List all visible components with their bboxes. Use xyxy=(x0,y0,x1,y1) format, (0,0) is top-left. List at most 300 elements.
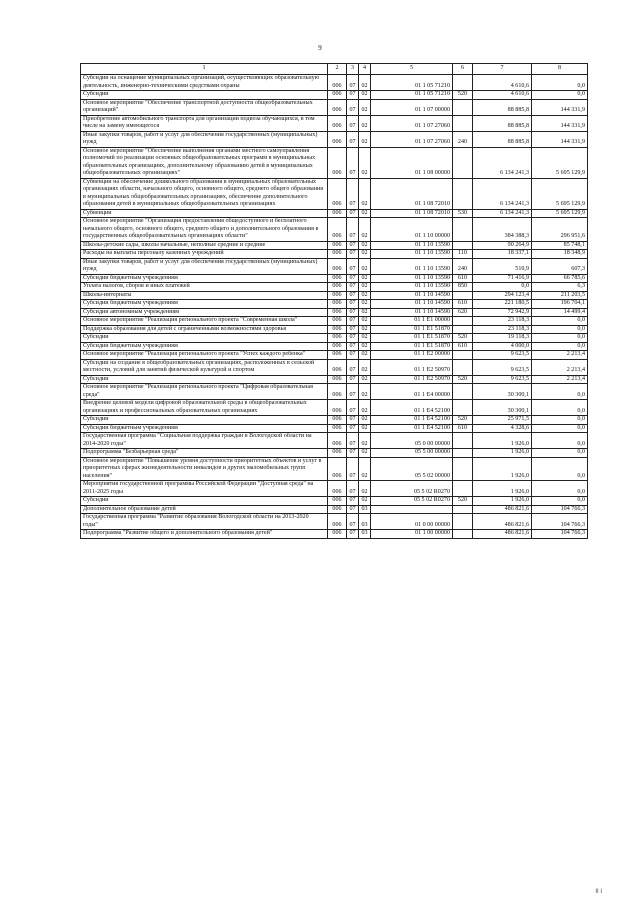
row-target-article: 01 1 08 72010 xyxy=(371,209,453,218)
row-section-code: 07 xyxy=(347,209,359,218)
row-target-article: 01 1 08 00000 xyxy=(371,147,453,178)
row-target-article: 01 1 E4 00000 xyxy=(371,384,453,400)
table-row xyxy=(81,291,588,300)
row-amount-2: 0,0 xyxy=(532,400,588,416)
table-row xyxy=(81,497,588,506)
row-expense-type xyxy=(453,325,473,334)
row-amount-2: 0,0 xyxy=(532,317,588,326)
row-admin-code: 006 xyxy=(328,497,347,506)
row-amount-1: 9 623,5 xyxy=(473,359,532,375)
row-subsection-code: 02 xyxy=(359,241,371,250)
row-name: Расходы на выплаты персоналу казенных учреждений xyxy=(81,250,328,259)
row-admin-code: 006 xyxy=(328,291,347,300)
row-target-article: 01 1 10 13590 xyxy=(371,241,453,250)
row-subsection-code: 02 xyxy=(359,351,371,360)
row-name: Основное мероприятие "Реализация регионального проекта "Современная школа" xyxy=(81,317,328,326)
row-section-code: 07 xyxy=(347,115,359,131)
row-section-code: 07 xyxy=(347,416,359,425)
table-row xyxy=(81,308,588,317)
row-amount-2: 104 766,3 xyxy=(532,514,588,530)
row-admin-code: 006 xyxy=(328,375,347,384)
row-target-article: 01 1 07 27060 xyxy=(371,115,453,131)
table-row xyxy=(81,514,588,530)
row-amount-2: 0,0 xyxy=(532,424,588,433)
table-row xyxy=(81,241,588,250)
table-row xyxy=(81,75,588,91)
row-amount-2: 2 213,4 xyxy=(532,375,588,384)
row-expense-type xyxy=(453,457,473,481)
row-expense-type xyxy=(453,291,473,300)
row-section-code: 07 xyxy=(347,351,359,360)
row-name: Школы-интернаты xyxy=(81,291,328,300)
row-target-article: 01 1 05 71210 xyxy=(371,91,453,100)
row-amount-1: 6 134 241,3 xyxy=(473,147,532,178)
row-expense-type: 240 xyxy=(453,258,473,274)
row-admin-code: 006 xyxy=(328,178,347,209)
row-name: Основное мероприятие "Реализация регионального проекта "Цифровая образовательная среда" xyxy=(81,384,328,400)
row-admin-code: 006 xyxy=(328,481,347,497)
budget-table-body xyxy=(81,64,588,539)
row-target-article: 01 1 E4 52100 xyxy=(371,424,453,433)
row-name: Дополнительное образование детей xyxy=(81,505,328,514)
row-name: Поддержка образования для детей с ограниченными возможностями здоровья xyxy=(81,325,328,334)
table-row xyxy=(81,359,588,375)
row-admin-code: 006 xyxy=(328,209,347,218)
row-amount-2: 0,0 xyxy=(532,342,588,351)
row-target-article: 01 1 07 00000 xyxy=(371,99,453,115)
table-row xyxy=(81,250,588,259)
row-admin-code: 006 xyxy=(328,457,347,481)
table-row xyxy=(81,115,588,131)
row-expense-type xyxy=(453,115,473,131)
row-section-code: 07 xyxy=(347,449,359,458)
row-admin-code: 006 xyxy=(328,91,347,100)
row-expense-type: 240 xyxy=(453,131,473,147)
page-number: 9 xyxy=(318,44,322,52)
row-subsection-code: 02 xyxy=(359,274,371,283)
budget-table xyxy=(80,63,588,539)
row-section-code: 07 xyxy=(347,91,359,100)
row-expense-type: 520 xyxy=(453,334,473,343)
row-expense-type xyxy=(453,178,473,209)
row-admin-code: 006 xyxy=(328,258,347,274)
row-expense-type: 530 xyxy=(453,209,473,218)
row-admin-code: 006 xyxy=(328,250,347,259)
row-name: Субсидии xyxy=(81,334,328,343)
row-target-article: 01 1 10 00000 xyxy=(371,218,453,242)
row-target-article: 01 1 07 27060 xyxy=(371,131,453,147)
row-admin-code: 006 xyxy=(328,400,347,416)
row-target-article: 05 5 00 00000 xyxy=(371,449,453,458)
row-amount-1: 510,9 xyxy=(473,258,532,274)
header-cell: 6 xyxy=(453,64,473,75)
table-row xyxy=(81,99,588,115)
row-expense-type xyxy=(453,400,473,416)
table-row xyxy=(81,178,588,209)
row-section-code: 07 xyxy=(347,481,359,497)
row-name: Субсидии xyxy=(81,91,328,100)
row-section-code: 07 xyxy=(347,433,359,449)
row-name: Субвенции на обеспечение дошкольного образования в муниципальных образовательных организациях области, начального общего, основного общего, среднего общего образования в муниципальных общеобразовательных организациях, обеспечение дополнительного образования детей в муниципальных общеобразовательных организациях xyxy=(81,178,328,209)
table-row xyxy=(81,91,588,100)
row-amount-1: 30 300,1 xyxy=(473,384,532,400)
row-name: Основное мероприятие "Обеспечение выполнения органами местного самоуправления полномочий по реализации основных общеобразовательных программ в муниципальных образовательных организациях, дополнительному образованию детей в муниципальных общеобразовательных организациях" xyxy=(81,147,328,178)
header-cell: 7 xyxy=(473,64,532,75)
row-subsection-code: 02 xyxy=(359,497,371,506)
row-amount-2: 0,0 xyxy=(532,325,588,334)
row-admin-code: 006 xyxy=(328,317,347,326)
row-section-code: 07 xyxy=(347,274,359,283)
row-admin-code: 006 xyxy=(328,308,347,317)
row-section-code: 07 xyxy=(347,342,359,351)
row-expense-type: 610 xyxy=(453,274,473,283)
row-amount-2: 104 766,3 xyxy=(532,505,588,514)
row-section-code: 07 xyxy=(347,359,359,375)
row-amount-1: 90 264,9 xyxy=(473,241,532,250)
table-row xyxy=(81,147,588,178)
row-target-article: 05 5 02 R0270 xyxy=(371,497,453,506)
row-subsection-code: 02 xyxy=(359,317,371,326)
row-amount-1: 221 180,5 xyxy=(473,300,532,309)
row-amount-1: 88 885,8 xyxy=(473,131,532,147)
row-subsection-code: 02 xyxy=(359,300,371,309)
row-amount-1: 384 388,3 xyxy=(473,218,532,242)
row-subsection-code: 03 xyxy=(359,505,371,514)
row-amount-2: 0,0 xyxy=(532,75,588,91)
row-name: Школы-детские сады, школы начальные, неполные средние и средние xyxy=(81,241,328,250)
row-section-code: 07 xyxy=(347,317,359,326)
row-target-article: 01 1 05 71210 xyxy=(371,75,453,91)
row-section-code: 07 xyxy=(347,400,359,416)
row-subsection-code: 02 xyxy=(359,291,371,300)
row-target-article: 01 1 E1 51870 xyxy=(371,325,453,334)
row-target-article: 01 1 10 14590 xyxy=(371,300,453,309)
header-cell: 4 xyxy=(359,64,371,75)
row-expense-type xyxy=(453,75,473,91)
row-target-article: 01 1 E1 51870 xyxy=(371,334,453,343)
row-subsection-code: 02 xyxy=(359,342,371,351)
row-admin-code: 006 xyxy=(328,449,347,458)
row-amount-1: 88 885,8 xyxy=(473,115,532,131)
row-amount-2: 5 695 129,9 xyxy=(532,178,588,209)
row-expense-type xyxy=(453,530,473,539)
row-section-code: 07 xyxy=(347,178,359,209)
row-name: Основное мероприятие "Реализация регионального проекта "Успех каждого ребенка" xyxy=(81,351,328,360)
row-target-article: 05 5 02 00000 xyxy=(371,457,453,481)
table-row xyxy=(81,351,588,360)
row-target-article: 01 1 10 13590 xyxy=(371,283,453,292)
row-name: Субсидии xyxy=(81,375,328,384)
row-name: Основное мероприятие "Организация предоставления общедоступного и бесплатного начального общего, основного общего, среднего общего и дополнительного образования в государственных общеобразовательных организациях области" xyxy=(81,218,328,242)
row-target-article: 01 1 10 13590 xyxy=(371,250,453,259)
row-target-article: 01 1 E2 00000 xyxy=(371,351,453,360)
row-admin-code: 006 xyxy=(328,147,347,178)
row-expense-type xyxy=(453,99,473,115)
row-section-code: 07 xyxy=(347,514,359,530)
table-row xyxy=(81,505,588,514)
row-name: Субвенции xyxy=(81,209,328,218)
row-section-code: 07 xyxy=(347,325,359,334)
row-expense-type xyxy=(453,351,473,360)
row-amount-2: 2 213,4 xyxy=(532,351,588,360)
row-amount-2: 0,0 xyxy=(532,457,588,481)
row-name: Уплата налогов, сборов и иных платежей xyxy=(81,283,328,292)
row-amount-1: 30 300,1 xyxy=(473,400,532,416)
row-admin-code: 006 xyxy=(328,283,347,292)
row-expense-type: 110 xyxy=(453,250,473,259)
table-row xyxy=(81,300,588,309)
row-section-code: 07 xyxy=(347,308,359,317)
row-section-code: 07 xyxy=(347,250,359,259)
row-section-code: 07 xyxy=(347,505,359,514)
row-amount-1: 1 926,0 xyxy=(473,449,532,458)
row-name: Приобретение автомобильного транспорта для организации подвоза обучающихся, в том числе на замену имеющегося xyxy=(81,115,328,131)
footer-mark: II I xyxy=(595,889,602,895)
row-target-article: 01 1 10 13590 xyxy=(371,274,453,283)
table-row xyxy=(81,375,588,384)
row-amount-2: 0,0 xyxy=(532,384,588,400)
table-row xyxy=(81,342,588,351)
row-expense-type: 520 xyxy=(453,375,473,384)
row-amount-2: 296 951,6 xyxy=(532,218,588,242)
row-name: Основное мероприятие "Обеспечение транспортной доступности общеобразовательных организаций" xyxy=(81,99,328,115)
row-subsection-code: 02 xyxy=(359,115,371,131)
row-admin-code: 006 xyxy=(328,384,347,400)
row-name: Внедрение целевой модели цифровой образовательной среды в общеобразовательных организациях и профессиональных образовательных организациях xyxy=(81,400,328,416)
row-amount-1: 23 118,3 xyxy=(473,325,532,334)
row-admin-code: 006 xyxy=(328,131,347,147)
row-section-code: 07 xyxy=(347,424,359,433)
row-admin-code: 006 xyxy=(328,514,347,530)
row-admin-code: 006 xyxy=(328,351,347,360)
row-admin-code: 006 xyxy=(328,342,347,351)
row-name: Государственная программа "Социальная поддержка граждан в Вологодской области на 2014-2020 годы" xyxy=(81,433,328,449)
table-row xyxy=(81,334,588,343)
row-amount-2: 0,0 xyxy=(532,334,588,343)
row-section-code: 07 xyxy=(347,241,359,250)
table-row xyxy=(81,416,588,425)
row-subsection-code: 02 xyxy=(359,433,371,449)
row-section-code: 07 xyxy=(347,375,359,384)
header-cell: 3 xyxy=(347,64,359,75)
row-amount-1: 88 885,8 xyxy=(473,99,532,115)
row-amount-1: 71 416,9 xyxy=(473,274,532,283)
row-subsection-code: 02 xyxy=(359,416,371,425)
row-amount-1: 486 821,6 xyxy=(473,530,532,539)
row-amount-1: 4 610,6 xyxy=(473,91,532,100)
row-expense-type xyxy=(453,147,473,178)
row-admin-code: 006 xyxy=(328,99,347,115)
row-amount-1: 1 926,0 xyxy=(473,481,532,497)
row-expense-type xyxy=(453,384,473,400)
row-subsection-code: 02 xyxy=(359,375,371,384)
row-expense-type: 850 xyxy=(453,283,473,292)
row-expense-type xyxy=(453,241,473,250)
row-subsection-code: 02 xyxy=(359,131,371,147)
row-target-article: 01 1 10 14590 xyxy=(371,291,453,300)
table-row xyxy=(81,258,588,274)
row-amount-1: 4 000,0 xyxy=(473,342,532,351)
row-amount-1: 23 118,3 xyxy=(473,317,532,326)
row-expense-type xyxy=(453,433,473,449)
row-subsection-code: 02 xyxy=(359,147,371,178)
row-admin-code: 006 xyxy=(328,300,347,309)
row-amount-2: 85 748,1 xyxy=(532,241,588,250)
row-expense-type: 610 xyxy=(453,300,473,309)
row-admin-code: 006 xyxy=(328,505,347,514)
row-subsection-code: 02 xyxy=(359,178,371,209)
row-amount-1: 6 134 241,3 xyxy=(473,178,532,209)
row-subsection-code: 02 xyxy=(359,384,371,400)
row-amount-2: 0,0 xyxy=(532,91,588,100)
row-amount-1: 0,0 xyxy=(473,283,532,292)
row-target-article: 01 0 00 00000 xyxy=(371,514,453,530)
header-cell: 2 xyxy=(328,64,347,75)
row-amount-1: 486 821,6 xyxy=(473,505,532,514)
row-subsection-code: 02 xyxy=(359,75,371,91)
row-expense-type: 520 xyxy=(453,416,473,425)
row-expense-type xyxy=(453,317,473,326)
row-subsection-code: 02 xyxy=(359,250,371,259)
row-amount-2: 607,3 xyxy=(532,258,588,274)
row-admin-code: 006 xyxy=(328,241,347,250)
row-subsection-code: 02 xyxy=(359,400,371,416)
row-expense-type xyxy=(453,359,473,375)
row-amount-1: 4 328,6 xyxy=(473,424,532,433)
row-name: Иные закупки товаров, работ и услуг для обеспечения государственных (муниципальных) нужд xyxy=(81,131,328,147)
row-amount-1: 9 623,5 xyxy=(473,375,532,384)
header-cell: 8 xyxy=(532,64,588,75)
row-amount-1: 72 942,9 xyxy=(473,308,532,317)
row-amount-2: 211 203,5 xyxy=(532,291,588,300)
row-expense-type xyxy=(453,481,473,497)
row-amount-1: 18 337,1 xyxy=(473,250,532,259)
row-subsection-code: 02 xyxy=(359,334,371,343)
row-subsection-code: 02 xyxy=(359,359,371,375)
row-subsection-code: 02 xyxy=(359,99,371,115)
row-amount-2: 0,0 xyxy=(532,433,588,449)
row-name: Подпрограмма "Развитие общего и дополнительного образования детей" xyxy=(81,530,328,539)
row-name: Субсидии xyxy=(81,497,328,506)
row-target-article: 01 1 E2 50970 xyxy=(371,359,453,375)
row-amount-2: 5 695 129,9 xyxy=(532,147,588,178)
row-name: Основное мероприятие "Повышение уровня доступности приоритетных объектов и услуг в приоритетных сферах жизнедеятельности инвалидов и других маломобильных групп населения" xyxy=(81,457,328,481)
row-target-article: 01 1 E1 00000 xyxy=(371,317,453,326)
table-row xyxy=(81,384,588,400)
table-row xyxy=(81,274,588,283)
row-amount-2: 144 331,9 xyxy=(532,131,588,147)
table-row xyxy=(81,481,588,497)
table-row xyxy=(81,400,588,416)
row-amount-2: 6,3 xyxy=(532,283,588,292)
table-row xyxy=(81,283,588,292)
row-subsection-code: 02 xyxy=(359,325,371,334)
row-admin-code: 006 xyxy=(328,218,347,242)
row-name: Подпрограмма "Безбарьерная среда" xyxy=(81,449,328,458)
row-amount-1: 486 821,6 xyxy=(473,514,532,530)
row-amount-2: 18 348,9 xyxy=(532,250,588,259)
row-name: Субсидии бюджетным учреждениям xyxy=(81,300,328,309)
row-expense-type: 610 xyxy=(453,424,473,433)
row-section-code: 07 xyxy=(347,147,359,178)
row-target-article: 01 1 E2 50970 xyxy=(371,375,453,384)
row-name: Иные закупки товаров, работ и услуг для обеспечения государственных (муниципальных) нужд xyxy=(81,258,328,274)
row-amount-2: 5 695 129,9 xyxy=(532,209,588,218)
row-expense-type xyxy=(453,449,473,458)
row-subsection-code: 03 xyxy=(359,530,371,539)
row-amount-1: 1 926,0 xyxy=(473,433,532,449)
table-row xyxy=(81,424,588,433)
row-name: Субсидии автономным учреждениям xyxy=(81,308,328,317)
row-subsection-code: 02 xyxy=(359,424,371,433)
row-amount-2: 2 213,4 xyxy=(532,359,588,375)
row-admin-code: 006 xyxy=(328,115,347,131)
row-target-article: 01 1 00 00000 xyxy=(371,530,453,539)
row-subsection-code: 02 xyxy=(359,308,371,317)
table-row xyxy=(81,457,588,481)
row-target-article: 05 0 00 00000 xyxy=(371,433,453,449)
table-header-row xyxy=(81,64,588,75)
row-target-article: 01 1 10 13590 xyxy=(371,258,453,274)
row-subsection-code: 02 xyxy=(359,209,371,218)
table-row xyxy=(81,209,588,218)
table-row xyxy=(81,530,588,539)
row-section-code: 07 xyxy=(347,384,359,400)
row-section-code: 07 xyxy=(347,258,359,274)
row-amount-1: 294 123,4 xyxy=(473,291,532,300)
row-section-code: 07 xyxy=(347,334,359,343)
row-amount-2: 144 331,9 xyxy=(532,99,588,115)
row-amount-2: 144 331,9 xyxy=(532,115,588,131)
row-expense-type xyxy=(453,505,473,514)
row-target-article: 01 1 E4 52100 xyxy=(371,416,453,425)
row-subsection-code: 02 xyxy=(359,258,371,274)
row-section-code: 07 xyxy=(347,530,359,539)
row-admin-code: 006 xyxy=(328,424,347,433)
row-admin-code: 006 xyxy=(328,325,347,334)
row-admin-code: 006 xyxy=(328,416,347,425)
row-admin-code: 006 xyxy=(328,334,347,343)
row-amount-2: 66 785,6 xyxy=(532,274,588,283)
row-section-code: 07 xyxy=(347,300,359,309)
row-admin-code: 006 xyxy=(328,359,347,375)
row-section-code: 07 xyxy=(347,497,359,506)
row-expense-type xyxy=(453,514,473,530)
row-amount-2: 0,0 xyxy=(532,497,588,506)
row-target-article: 05 5 02 R0270 xyxy=(371,481,453,497)
row-target-article: 01 1 E1 51870 xyxy=(371,342,453,351)
row-name: Субсидии бюджетным учреждениям xyxy=(81,342,328,351)
row-subsection-code: 02 xyxy=(359,283,371,292)
row-name: Субсидии бюджетным учреждениям xyxy=(81,424,328,433)
row-name: Субсидии на создание в общеобразовательных организациях, расположенных в сельской местности, условий для занятий физической культурой и спортом xyxy=(81,359,328,375)
row-name: Субсидии бюджетным учреждениям xyxy=(81,274,328,283)
row-subsection-code: 02 xyxy=(359,218,371,242)
row-subsection-code: 02 xyxy=(359,91,371,100)
row-amount-1: 4 610,6 xyxy=(473,75,532,91)
row-section-code: 07 xyxy=(347,75,359,91)
header-cell: 1 xyxy=(81,64,328,75)
row-amount-1: 1 926,0 xyxy=(473,457,532,481)
row-name: Государственная программа "Развитие образования Вологодской области на 2013-2020 годы" xyxy=(81,514,328,530)
table-row xyxy=(81,325,588,334)
row-amount-2: 14 499,4 xyxy=(532,308,588,317)
row-amount-2: 196 704,1 xyxy=(532,300,588,309)
row-admin-code: 006 xyxy=(328,530,347,539)
row-section-code: 07 xyxy=(347,131,359,147)
row-amount-1: 1 926,0 xyxy=(473,497,532,506)
row-name: Субсидии на оснащение муниципальных организаций, осуществляющих образовательную деятельность, инженерно-техническими средствами охраны xyxy=(81,75,328,91)
